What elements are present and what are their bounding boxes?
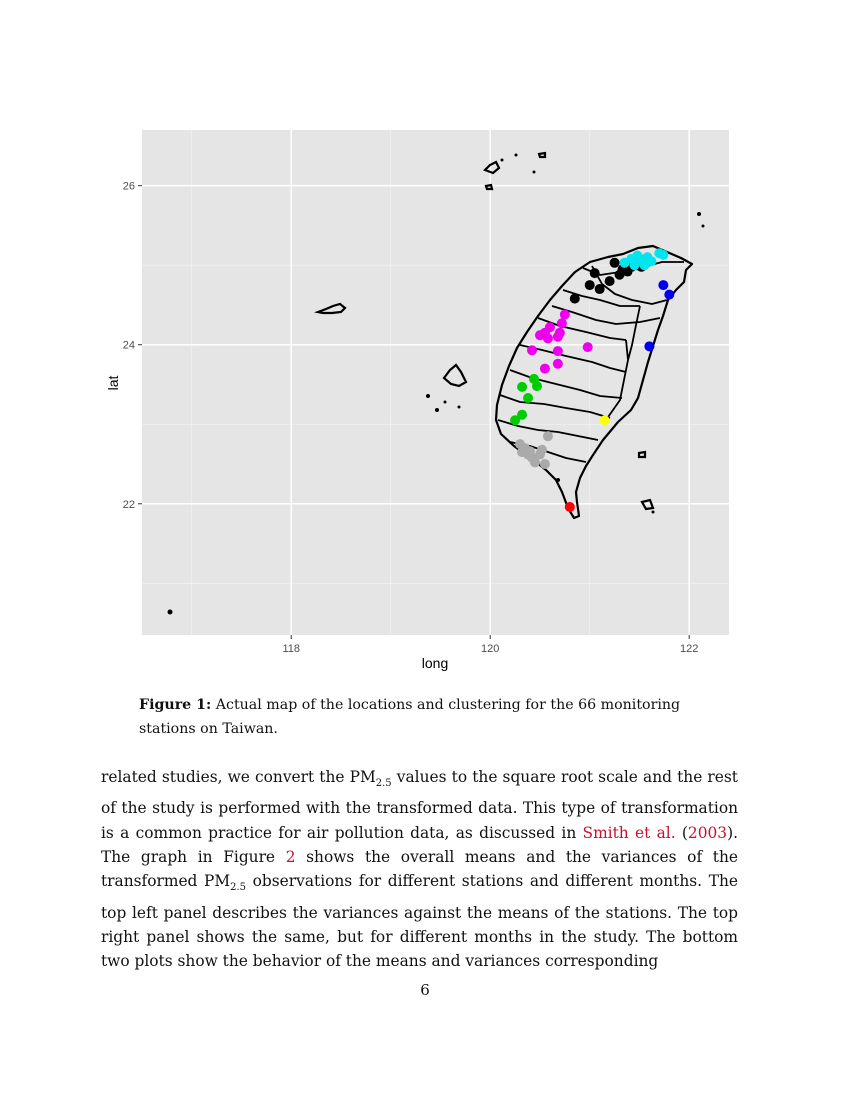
station-point bbox=[664, 290, 674, 300]
station-point bbox=[553, 332, 563, 342]
station-point bbox=[590, 268, 600, 278]
citation-open-paren: ( bbox=[675, 823, 688, 842]
body-text-1: related studies, we convert the PM bbox=[101, 768, 376, 786]
y-tick-label: 26 bbox=[122, 180, 135, 193]
station-point bbox=[537, 445, 547, 455]
station-point bbox=[543, 333, 553, 343]
station-point bbox=[560, 310, 570, 320]
station-point bbox=[523, 393, 533, 403]
body-text-3: shows the overall means and the variances of the transformed PM bbox=[101, 847, 738, 891]
body-paragraph bbox=[101, 765, 738, 974]
station-point bbox=[658, 280, 668, 290]
y-tick-label: 24 bbox=[122, 339, 135, 352]
figure-ref-text: ). The graph in Figure bbox=[101, 823, 738, 866]
station-point bbox=[540, 459, 550, 469]
station-point bbox=[585, 280, 595, 290]
y-tick-label: 22 bbox=[122, 498, 135, 511]
x-tick-label: 118 bbox=[282, 643, 301, 655]
citation-year-link[interactable]: 2003 bbox=[687, 823, 728, 842]
x-axis-label: long bbox=[421, 655, 449, 671]
station-point bbox=[600, 415, 610, 425]
plot-panel bbox=[142, 130, 729, 635]
station-point bbox=[570, 294, 580, 304]
station-point bbox=[532, 381, 542, 391]
x-tick-label: 120 bbox=[481, 643, 500, 655]
station-point bbox=[540, 364, 550, 374]
y-axis-label: lat bbox=[105, 375, 121, 391]
station-point bbox=[525, 446, 535, 456]
citation-smith-link[interactable]: Smith et al. bbox=[582, 823, 676, 842]
station-point bbox=[530, 457, 540, 467]
station-point bbox=[553, 359, 563, 369]
station-point bbox=[605, 276, 615, 286]
station-point bbox=[644, 341, 654, 351]
station-point bbox=[639, 260, 649, 270]
station-point bbox=[527, 345, 537, 355]
station-point bbox=[553, 346, 563, 356]
station-point bbox=[557, 318, 567, 328]
figure-2-link[interactable]: 2 bbox=[285, 847, 296, 866]
station-point bbox=[565, 502, 575, 512]
caption-label: Figure 1: bbox=[139, 697, 212, 713]
x-tick-label: 122 bbox=[680, 643, 699, 655]
figure-caption bbox=[139, 693, 719, 741]
pm-subscript-1: 2.5 bbox=[375, 778, 392, 790]
body-text-4: observations for different stations and different months. The top left panel describes the variances against the means of the stations. The top right panel shows the same, but for different months in the study. The bottom two plots show the behavior of the means and variances corresponding bbox=[101, 872, 738, 971]
station-point bbox=[658, 250, 668, 260]
station-point bbox=[595, 284, 605, 294]
station-point bbox=[510, 415, 520, 425]
station-point bbox=[543, 431, 553, 441]
station-point bbox=[583, 342, 593, 352]
caption-text: Actual map of the locations and clustering for the 66 monitoring stations on Taiwan. bbox=[139, 697, 681, 737]
station-point bbox=[517, 382, 527, 392]
page-number: 6 bbox=[420, 981, 430, 999]
station-point bbox=[629, 260, 639, 270]
station-point bbox=[610, 258, 620, 268]
station-point bbox=[615, 270, 625, 280]
pm-subscript-2: 2.5 bbox=[230, 882, 247, 894]
body-text-2: values to the square root scale and the rest of the study is performed with the transformed data. This type of transformation is a common practice for air pollution data, as discussed in bbox=[101, 768, 738, 842]
